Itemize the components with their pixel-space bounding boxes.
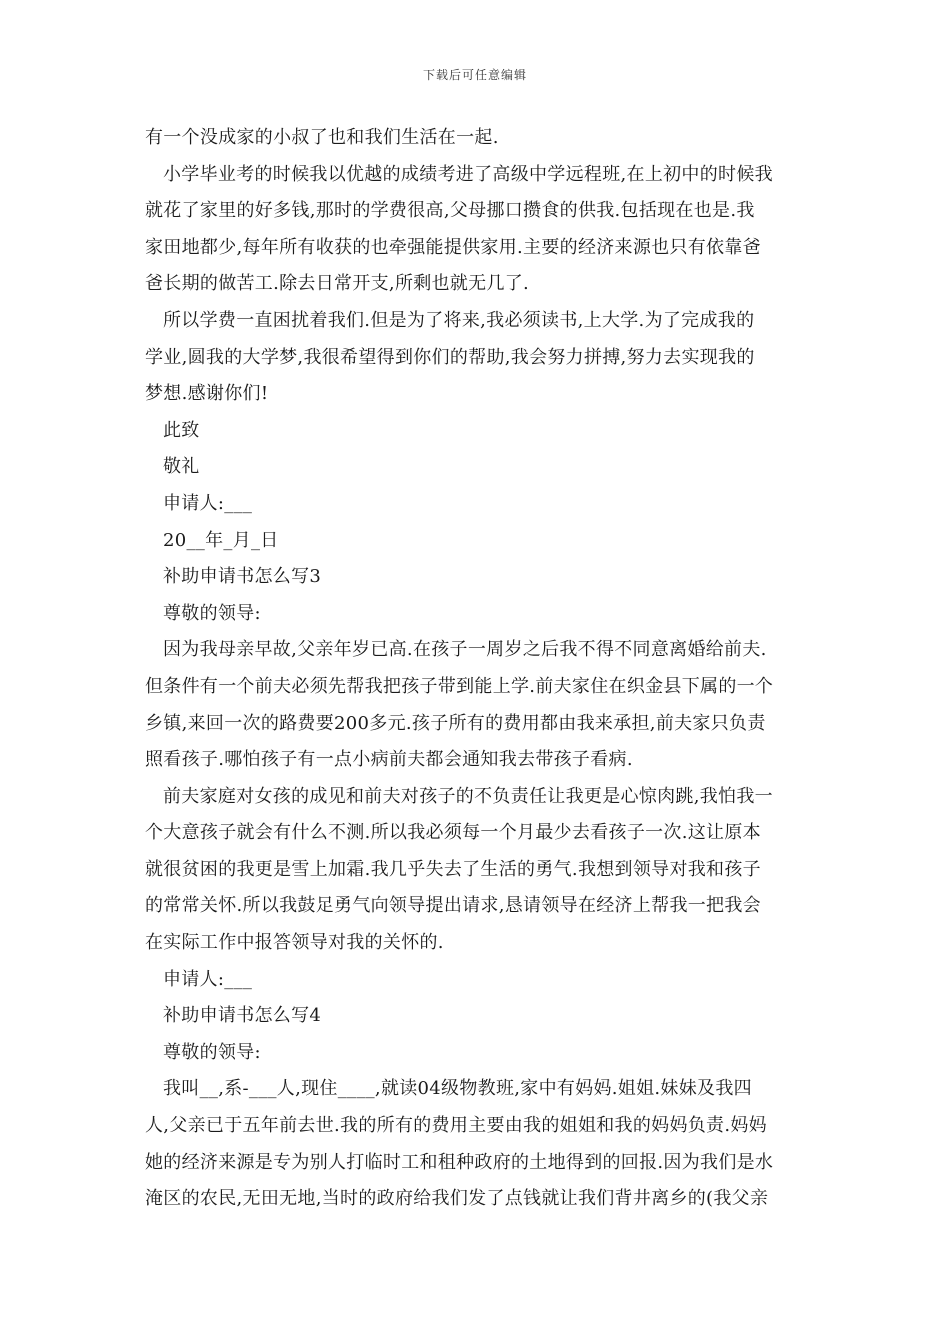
text-line: 就花了家里的好多钱,那时的学费很高,父母挪口攒食的供我.包括现在也是.我 [145,200,755,222]
text-line: 但条件有一个前夫必须先帮我把孩子带到能上学.前夫家住在织金县下属的一个 [145,675,774,697]
text-line: 有一个没成家的小叔了也和我们生活在一起. [145,127,499,148]
text-line: 个大意孩子就会有什么不测.所以我必须每一个月最少去看孩子一次.这让原本 [145,822,761,844]
text-line: 乡镇,来回一次的路费要200多元.孩子所有的费用都由我来承担,前夫家只负责 [145,712,766,734]
text-line: 的常常关怀.所以我鼓足勇气向领导提出请求,恳请领导在经济上帮我一把我会 [145,895,761,917]
text-line: 她的经济来源是专为别人打临时工和租种政府的土地得到的回报.因为我们是水 [145,1151,774,1173]
text-line: 照看孩子.哪怕孩子有一点小病前夫都会通知我去带孩子看病. [145,749,633,771]
text-line: 小学毕业考的时候我以优越的成绩考进了高级中学远程班,在上初中的时候我 [163,163,773,185]
text-line: 申请人:___ [163,492,253,514]
page-header: 下载后可任意编辑 [422,68,527,82]
text-line: 尊敬的领导: [163,1041,261,1063]
text-line: 就很贫困的我更是雪上加霜.我几乎失去了生活的勇气.我想到领导对我和孩子 [145,858,761,880]
text-line: 申请人:___ [163,968,253,990]
text-line: 20__年_月_日 [163,529,279,551]
text-line: 所以学费一直困扰着我们.但是为了将来,我必须读书,上大学.为了完成我的 [163,309,755,331]
text-line: 敬礼 [163,456,200,478]
text-line: 此致 [163,419,200,441]
text-line: 人,父亲已于五年前去世.我的所有的费用主要由我的姐姐和我的妈妈负责.妈妈 [145,1115,767,1137]
text-line: 爸长期的做苦工.除去日常开支,所剩也就无几了. [145,273,530,295]
text-line: 因为我母亲早故,父亲年岁已高.在孩子一周岁之后我不得不同意离婚给前夫. [163,639,767,661]
text-line: 补助申请书怎么写4 [163,1005,322,1027]
text-line: 尊敬的领导: [163,602,261,624]
text-line: 前夫家庭对女孩的成见和前夫对孩子的不负责任让我更是心惊肉跳,我怕我一 [163,785,773,807]
text-line: 补助申请书怎么写3 [163,566,322,588]
text-line: 学业,圆我的大学梦,我很希望得到你们的帮助,我会努力拼搏,努力去实现我的 [145,346,755,368]
text-line: 家田地都少,每年所有收获的也牵强能提供家用.主要的经济来源也只有依靠爸 [145,236,761,258]
text-line: 在实际工作中报答领导对我的关怀的. [145,932,444,954]
text-line: 我叫__,系-___人,现住____,就读04级物教班,家中有妈妈.姐姐.妹妹及我四 [163,1078,752,1100]
text-line: 淹区的农民,无田无地,当时的政府给我们发了点钱就让我们背井离乡的(我父亲 [145,1188,769,1210]
text-line: 梦想.感谢你们! [145,383,269,405]
document-body [145,120,805,1218]
